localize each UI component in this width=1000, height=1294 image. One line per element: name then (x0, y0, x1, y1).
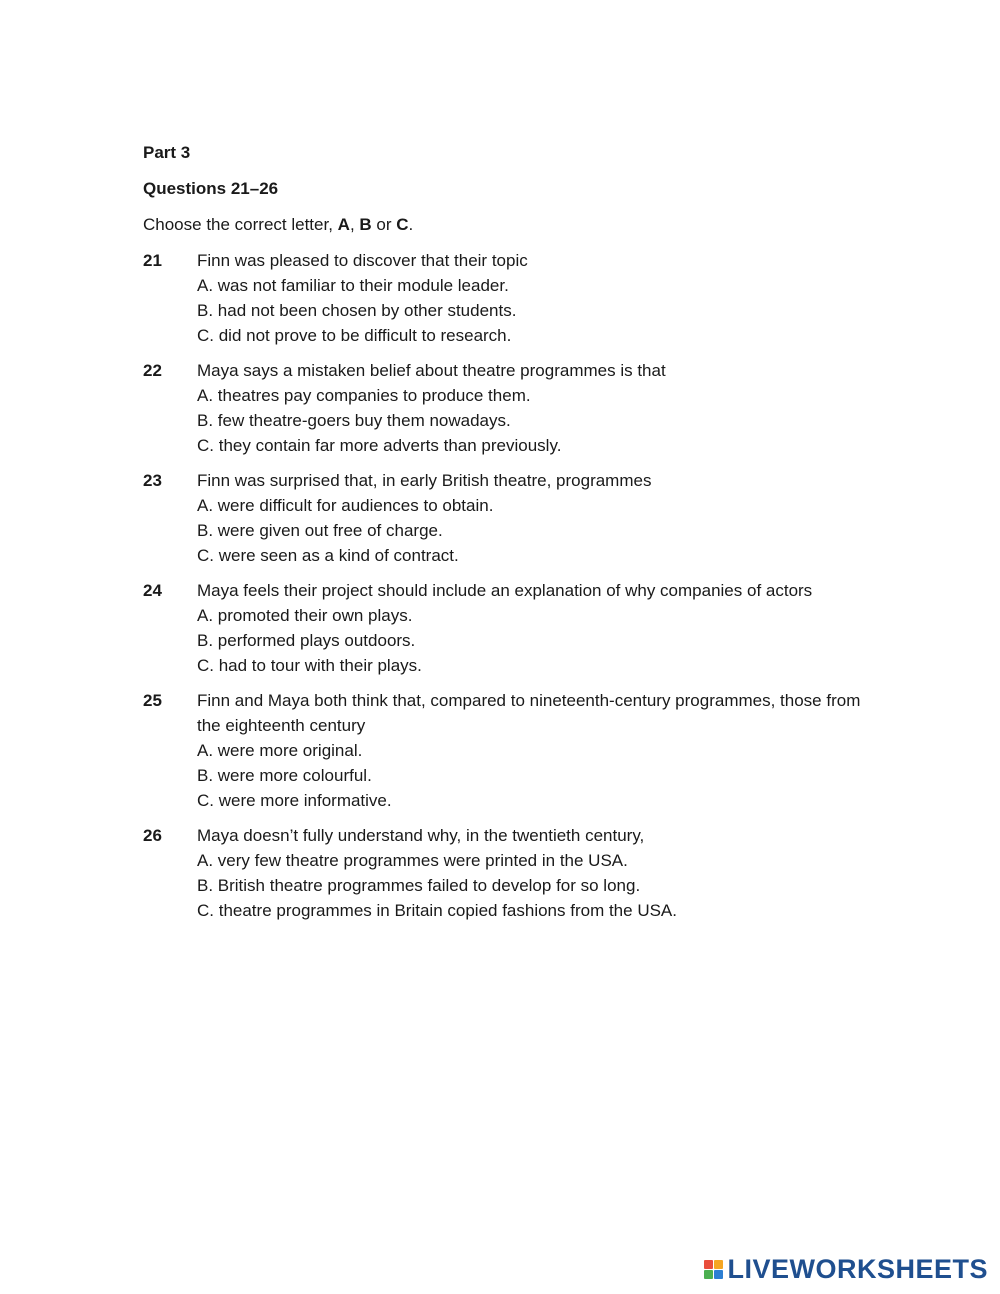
option-b[interactable]: B. had not been chosen by other students. (197, 301, 517, 320)
option-a[interactable]: A. theatres pay companies to produce them. (197, 386, 531, 405)
option-a[interactable]: A. were difficult for audiences to obtain. (197, 496, 494, 515)
question-stem: Maya doesn’t fully understand why, in the twentieth century, (197, 826, 645, 845)
instruction-sep-2: or (371, 215, 397, 234)
question-body (197, 358, 883, 458)
question-number: 23 (143, 471, 162, 490)
question-body (197, 248, 883, 348)
option-b[interactable]: B. British theatre programmes failed to develop for so long. (197, 876, 641, 895)
question-stem: Finn and Maya both think that, compared to nineteenth-century programmes, those from the eighteenth century (197, 691, 861, 735)
option-b[interactable]: B. performed plays outdoors. (197, 631, 416, 650)
question-stem: Finn was pleased to discover that their topic (197, 251, 528, 270)
instruction-letter-a: A (337, 215, 350, 234)
option-b[interactable]: B. few theatre-goers buy them nowadays. (197, 411, 511, 430)
instruction-letter-b: B (359, 215, 372, 234)
logo-text: LIVEWORKSHEETS (727, 1254, 988, 1284)
instruction (143, 212, 883, 238)
option-c[interactable]: C. were seen as a kind of contract. (197, 546, 459, 565)
part-title: Part 3 (143, 143, 191, 162)
question-stem: Maya feels their project should include an explanation of why companies of actors (197, 581, 813, 600)
question-body (197, 688, 883, 813)
option-a[interactable]: A. were more original. (197, 741, 363, 760)
question-25 (143, 688, 883, 813)
question-number: 24 (143, 581, 162, 600)
question-24 (143, 578, 883, 678)
question-stem: Maya says a mistaken belief about theatre programmes is that (197, 361, 666, 380)
question-21 (143, 248, 883, 348)
logo-square-blue (714, 1270, 723, 1279)
option-b[interactable]: B. were given out free of charge. (197, 521, 443, 540)
logo-square-orange (714, 1260, 723, 1269)
question-number: 26 (143, 826, 162, 845)
logo-square-red (704, 1260, 713, 1269)
question-stem: Finn was surprised that, in early British theatre, programmes (197, 471, 652, 490)
option-a[interactable]: A. promoted their own plays. (197, 606, 413, 625)
worksheet-page (143, 140, 883, 933)
option-c[interactable]: C. were more informative. (197, 791, 392, 810)
logo-mark-icon (704, 1260, 723, 1279)
logo-square-green (704, 1270, 713, 1279)
instruction-suffix: . (408, 215, 414, 234)
question-body (197, 578, 883, 678)
option-c[interactable]: C. they contain far more adverts than previously. (197, 436, 562, 455)
question-26 (143, 823, 883, 923)
liveworksheets-logo[interactable] (704, 1254, 988, 1284)
option-c[interactable]: C. had to tour with their plays. (197, 656, 422, 675)
option-a[interactable]: A. was not familiar to their module leader. (197, 276, 509, 295)
question-body (197, 823, 883, 923)
option-b[interactable]: B. were more colourful. (197, 766, 372, 785)
instruction-prefix: Choose the correct letter, (143, 215, 338, 234)
option-c[interactable]: C. did not prove to be difficult to research. (197, 326, 512, 345)
option-a[interactable]: A. very few theatre programmes were printed in the USA. (197, 851, 628, 870)
question-body (197, 468, 883, 568)
question-number: 21 (143, 251, 162, 270)
instruction-sep-1: , (349, 215, 360, 234)
question-number: 25 (143, 691, 162, 710)
question-23 (143, 468, 883, 568)
instruction-letter-c: C (396, 215, 409, 234)
option-c[interactable]: C. theatre programmes in Britain copied fashions from the USA. (197, 901, 677, 920)
questions-range: Questions 21–26 (143, 179, 279, 198)
question-number: 22 (143, 361, 162, 380)
question-22 (143, 358, 883, 458)
